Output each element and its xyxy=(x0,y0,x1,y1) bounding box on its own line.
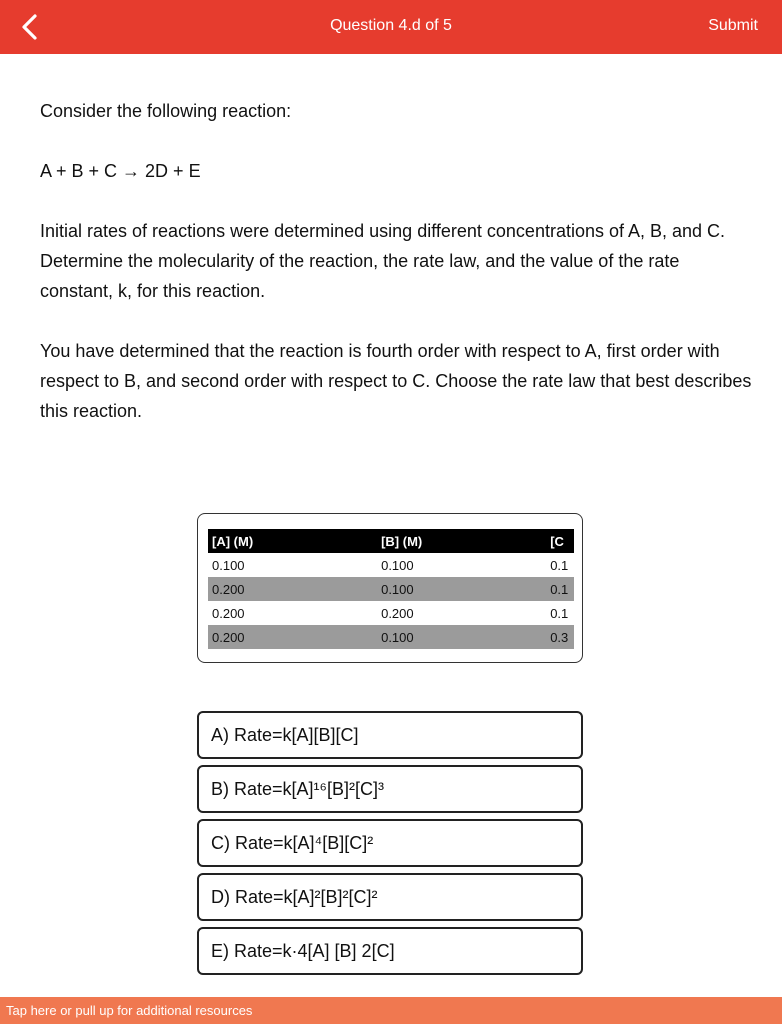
table-cell: 0.1 xyxy=(550,605,569,621)
table-cell: 0.200 xyxy=(381,605,414,621)
table-row xyxy=(208,577,574,601)
table-cell: 0.1 xyxy=(550,557,569,573)
table-cell: 0.100 xyxy=(377,577,546,601)
table-row xyxy=(208,625,574,649)
concentration-table xyxy=(208,529,574,649)
table-cell: 0.1 xyxy=(546,577,574,601)
table-cell: 0.100 xyxy=(381,557,414,573)
header-c: [C xyxy=(546,529,574,553)
header-a: [A] (M) xyxy=(208,529,377,553)
table-cell: 0.200 xyxy=(208,625,377,649)
header-b: [B] (M) xyxy=(377,529,546,553)
table-cell: 0.100 xyxy=(212,557,245,573)
intro-text: Consider the following reaction: xyxy=(40,101,292,121)
top-bar xyxy=(0,0,782,54)
table-cell: 0.200 xyxy=(212,605,245,621)
answer-option-c[interactable]: C) Rate=k[A]⁴[B][C]² xyxy=(197,819,583,867)
table-cell: 0.200 xyxy=(208,577,377,601)
data-table-card[interactable] xyxy=(197,513,583,663)
table-row xyxy=(208,601,574,625)
answer-option-d[interactable]: D) Rate=k[A]²[B]²[C]² xyxy=(197,873,583,921)
reaction-equation: A + B + C → 2D + E xyxy=(40,161,201,181)
answer-option-a[interactable]: A) Rate=k[A][B][C] xyxy=(197,711,583,759)
prompt-text: You have determined that the reaction is fourth order with respect to A, first order with respect to B, and second order with respect to C. Choose the rate law that best describes this reaction. xyxy=(40,341,752,421)
submit-button[interactable]: Submit xyxy=(708,17,758,34)
resources-drawer-handle[interactable]: Tap here or pull up for additional resources xyxy=(0,997,782,1024)
table-cell: 0.100 xyxy=(377,625,546,649)
table-cell: 0.3 xyxy=(546,625,574,649)
table-row xyxy=(208,553,574,577)
table-header-row xyxy=(208,529,574,553)
answer-option-b[interactable]: B) Rate=k[A]¹⁶[B]²[C]³ xyxy=(197,765,583,813)
question-counter: Question 4.d of 5 xyxy=(330,17,452,34)
description-text: Initial rates of reactions were determined using different concentrations of A, B, and C. Determine the molecularity of the reaction, the rate law, and the value of the rate constant, k, for this reaction. xyxy=(40,221,726,301)
data-table-scroll[interactable] xyxy=(208,529,574,649)
answer-option-e[interactable]: E) Rate=k·4[A] [B] 2[C] xyxy=(197,927,583,975)
